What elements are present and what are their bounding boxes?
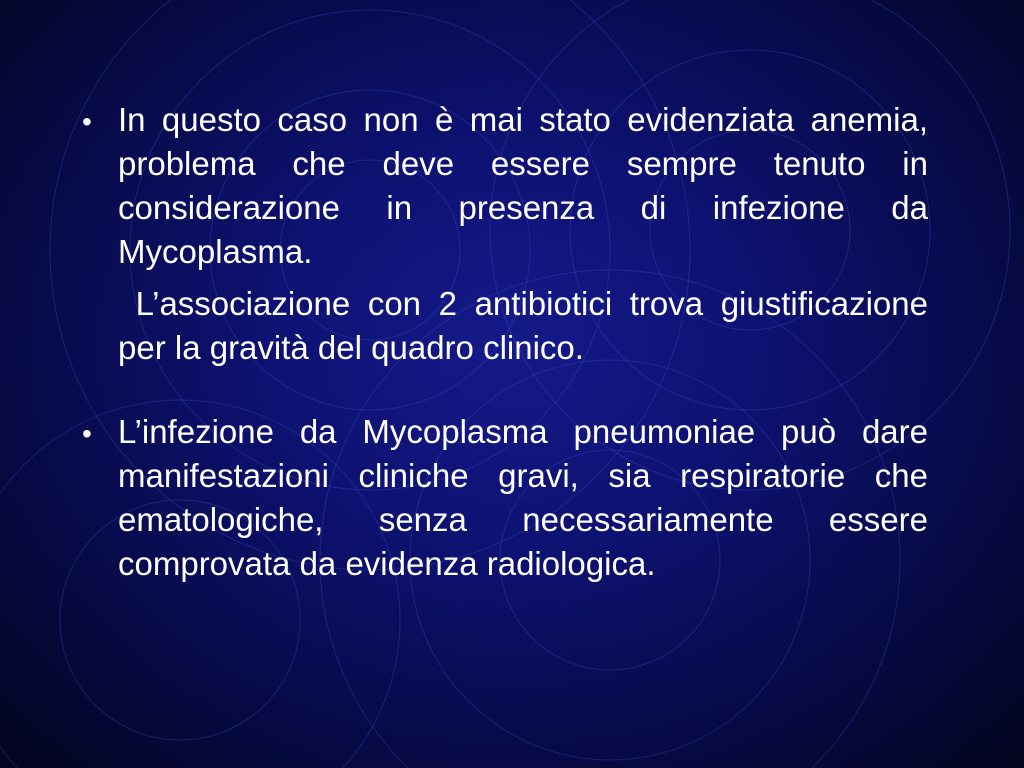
bullet-text: L’infezione da Mycoplasma pneumoniae può dare manifestazioni cliniche gravi, sia respiratorie che ematologiche, senza necessariamente essere comprovata da evidenza radiologica. (118, 413, 928, 582)
bullet-marker: • (82, 418, 92, 449)
bullet-text: In questo caso non è mai stato evidenziata anemia, problema che deve essere sempre tenuto in considerazione in presenza di infezione da Mycoplasma. (118, 101, 928, 270)
bullet-item-mycoplasma (82, 410, 928, 586)
slide-body (82, 98, 938, 586)
bullet-marker: • (82, 106, 92, 137)
spacer (82, 370, 928, 410)
bullet-item-anemia (82, 98, 938, 370)
bullet-continuation-text: L’associazione con 2 antibiotici trova giustificazione per la gravità del quadro clinico. (118, 285, 938, 366)
